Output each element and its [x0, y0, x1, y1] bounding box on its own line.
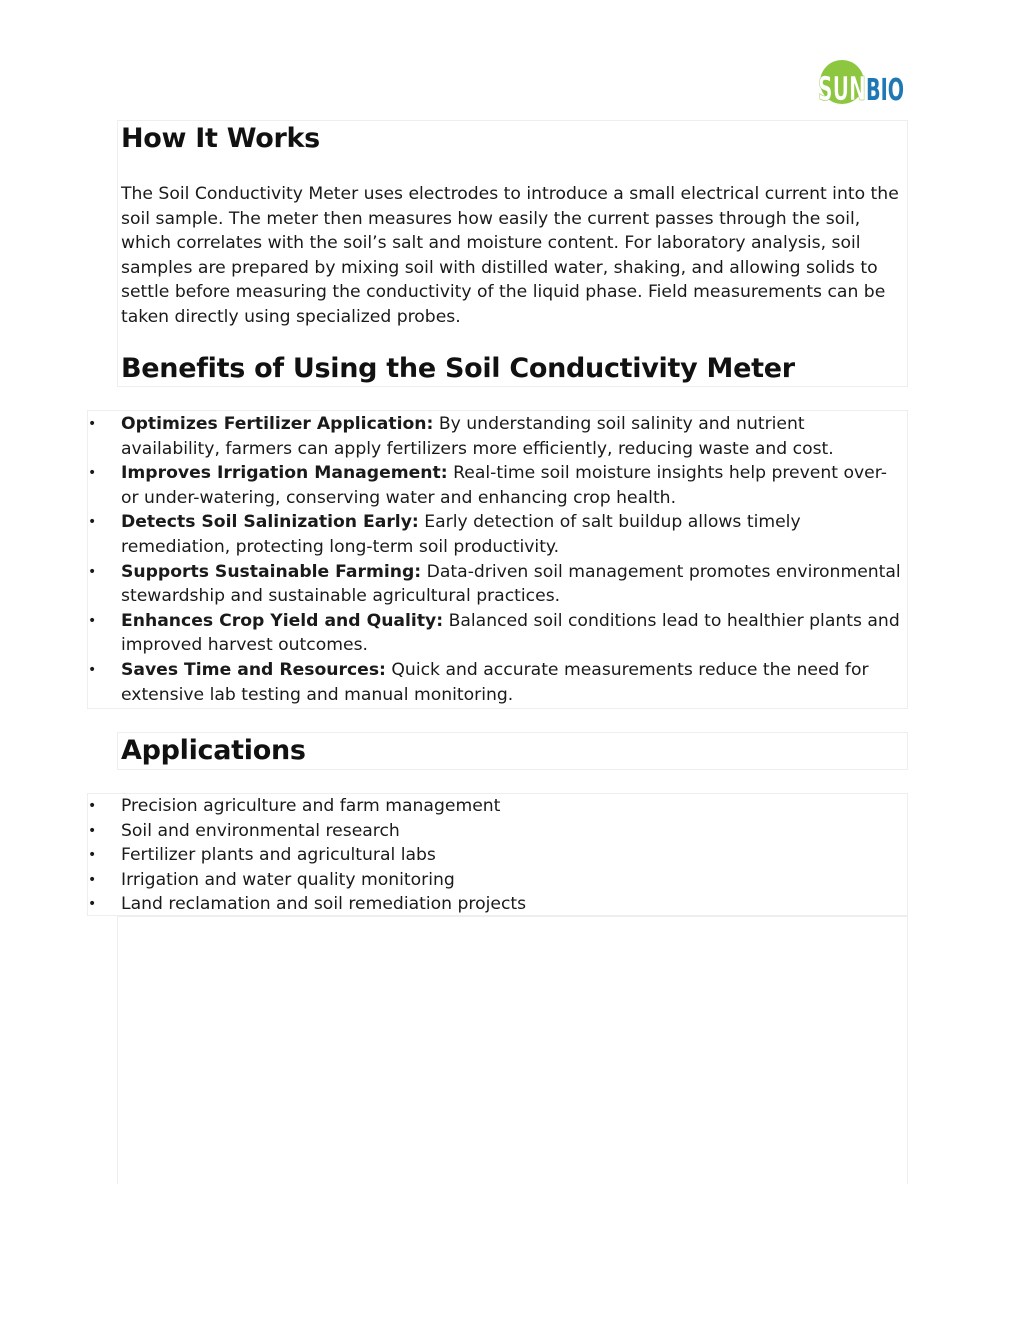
- how-it-works-heading: How It Works: [121, 123, 320, 154]
- benefit-text: Data-driven soil management promotes environmental stewardship and sustainable agricultural practices.: [121, 561, 901, 607]
- benefit-item: [88, 560, 903, 609]
- benefit-item: [88, 461, 903, 510]
- how-it-works-text: The Soil Conductivity Meter uses electrodes to introduce a small electrical current into the soil sample. The meter then measures how easily the current passes through the soil, which correlates with the soil’s salt and moisture content. For laboratory analysis, soil samples are prepared by mixing soil with distilled water, shaking, and allowing solids to settle before measuring the conductivity of the liquid phase. Field measurements can be taken directly using specialized probes.: [121, 184, 899, 327]
- benefit-title: Detects Soil Salinization Early:: [121, 512, 419, 533]
- application-text: Precision agriculture and farm management: [121, 796, 501, 816]
- application-text: Fertilizer plants and agricultural labs: [121, 845, 436, 866]
- benefit-text: Balanced soil conditions lead to healthier plants and improved harvest outcomes.: [121, 610, 900, 656]
- empty-section-box: [117, 916, 908, 1184]
- benefit-title: Optimizes Fertilizer Application:: [121, 414, 434, 434]
- benefit-text: Early detection of salt buildup allows timely remediation, protecting long-term soil productivity.: [121, 512, 801, 557]
- benefit-item: [88, 658, 903, 707]
- application-text: Irrigation and water quality monitoring: [121, 869, 455, 890]
- bullet-icon: •: [88, 465, 97, 482]
- application-text: Soil and environmental research: [121, 820, 400, 841]
- application-item: [88, 819, 903, 844]
- bullet-icon: •: [88, 798, 97, 814]
- benefit-title: Supports Sustainable Farming:: [121, 561, 422, 582]
- benefit-item: [88, 609, 903, 658]
- sunbio-logo: [816, 58, 906, 106]
- benefit-item: [88, 412, 903, 461]
- benefit-text: Real-time soil moisture insights help prevent over- or under-watering, conserving water and enhancing crop health.: [121, 463, 887, 508]
- bullet-icon: •: [88, 661, 97, 678]
- application-item: [88, 892, 903, 917]
- bullet-icon: •: [88, 871, 97, 888]
- benefits-list: [88, 412, 903, 707]
- benefits-heading: Benefits of Using the Soil Conductivity Meter: [121, 353, 795, 384]
- application-item: [88, 868, 903, 893]
- benefit-title: Enhances Crop Yield and Quality:: [121, 610, 444, 631]
- application-item: [88, 843, 903, 868]
- benefit-text: By understanding soil salinity and nutrient availability, farmers can apply fertilizers more efficiently, reducing waste and cost.: [121, 414, 834, 459]
- bullet-icon: •: [88, 847, 97, 864]
- benefit-title: Improves Irrigation Management:: [121, 463, 448, 484]
- bullet-icon: •: [88, 563, 97, 580]
- applications-list: [88, 794, 903, 917]
- bullet-icon: •: [88, 822, 97, 839]
- bullet-icon: •: [88, 612, 97, 629]
- benefit-title: Saves Time and Resources:: [121, 659, 386, 680]
- applications-heading: Applications: [121, 735, 306, 766]
- application-text: Land reclamation and soil remediation projects: [121, 894, 527, 915]
- benefit-text: Quick and accurate measurements reduce the need for extensive lab testing and manual monitoring.: [121, 659, 869, 705]
- bullet-icon: •: [88, 416, 97, 432]
- benefit-item: [88, 510, 903, 559]
- bullet-icon: •: [88, 896, 97, 913]
- logo-text-bio: BIO: [866, 73, 904, 106]
- bullet-icon: •: [88, 514, 97, 531]
- logo-text-sun: SUN: [818, 69, 866, 106]
- application-item: [88, 794, 903, 819]
